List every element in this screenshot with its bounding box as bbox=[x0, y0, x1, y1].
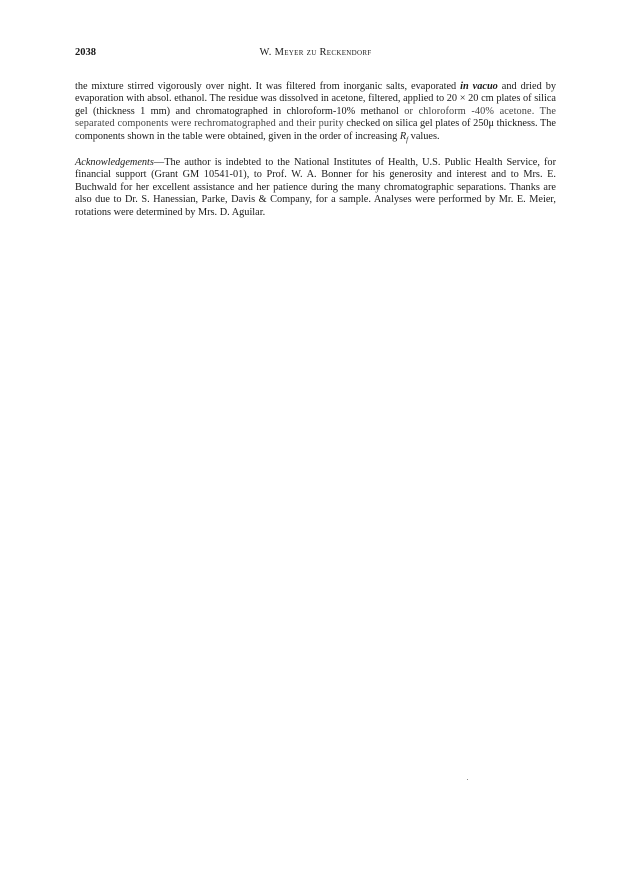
paragraph-procedure bbox=[75, 81, 556, 146]
paragraph-acknowledgements bbox=[75, 157, 556, 219]
article-body bbox=[75, 81, 556, 219]
procedure-in-vacuo: in vacuo bbox=[460, 81, 498, 92]
running-head bbox=[75, 47, 556, 58]
procedure-text-2: and dried by evaporation with absol. ethanol. The residue was dissolved in acetone, filtered, applied to 20 × 20 cm plates of silica gel (thickness 1 mm) and chromatographed in chloroform-10% methanol bbox=[75, 81, 556, 117]
procedure-text-3: checked on silica gel plates of 250μ thickness. The components shown in the table were obtained, given in the order of increasing bbox=[75, 118, 556, 142]
rf-symbol: R bbox=[399, 130, 407, 142]
procedure-text-faded: or chloroform -40% acetone. The separated components were rechromatographed and their purity bbox=[75, 105, 556, 130]
author-prefix: W. bbox=[259, 47, 275, 58]
author-name: Meyer zu Reckendorf bbox=[274, 47, 372, 58]
page-number: 2038 bbox=[75, 47, 96, 58]
rf-subscript: f bbox=[406, 135, 409, 144]
acknowledgements-heading: Acknowledgements bbox=[75, 157, 154, 169]
speck-mark bbox=[467, 779, 468, 780]
procedure-text-4: values. bbox=[408, 130, 440, 142]
procedure-text-1: the mixture stirred vigorously over night. It was filtered from inorganic salts, evaporated bbox=[75, 81, 461, 92]
page-header bbox=[75, 47, 556, 63]
acknowledgements-text: —The author is indebted to the National Institutes of Health, U.S. Public Health Service, for financial support (Grant GM 10541-01), to Prof. W. A. Bonner for his generosity and interest and to Mrs. E. Buchwald for her excellent assistance and her patience during the many chromatographic separations. Thanks are also due to Dr. S. Hanessian, Parke, Davis & Company, for a sample. Analyses were performed by Mr. E. Meier, rotations were determined by Mrs. D. Aguilar. bbox=[75, 157, 556, 218]
